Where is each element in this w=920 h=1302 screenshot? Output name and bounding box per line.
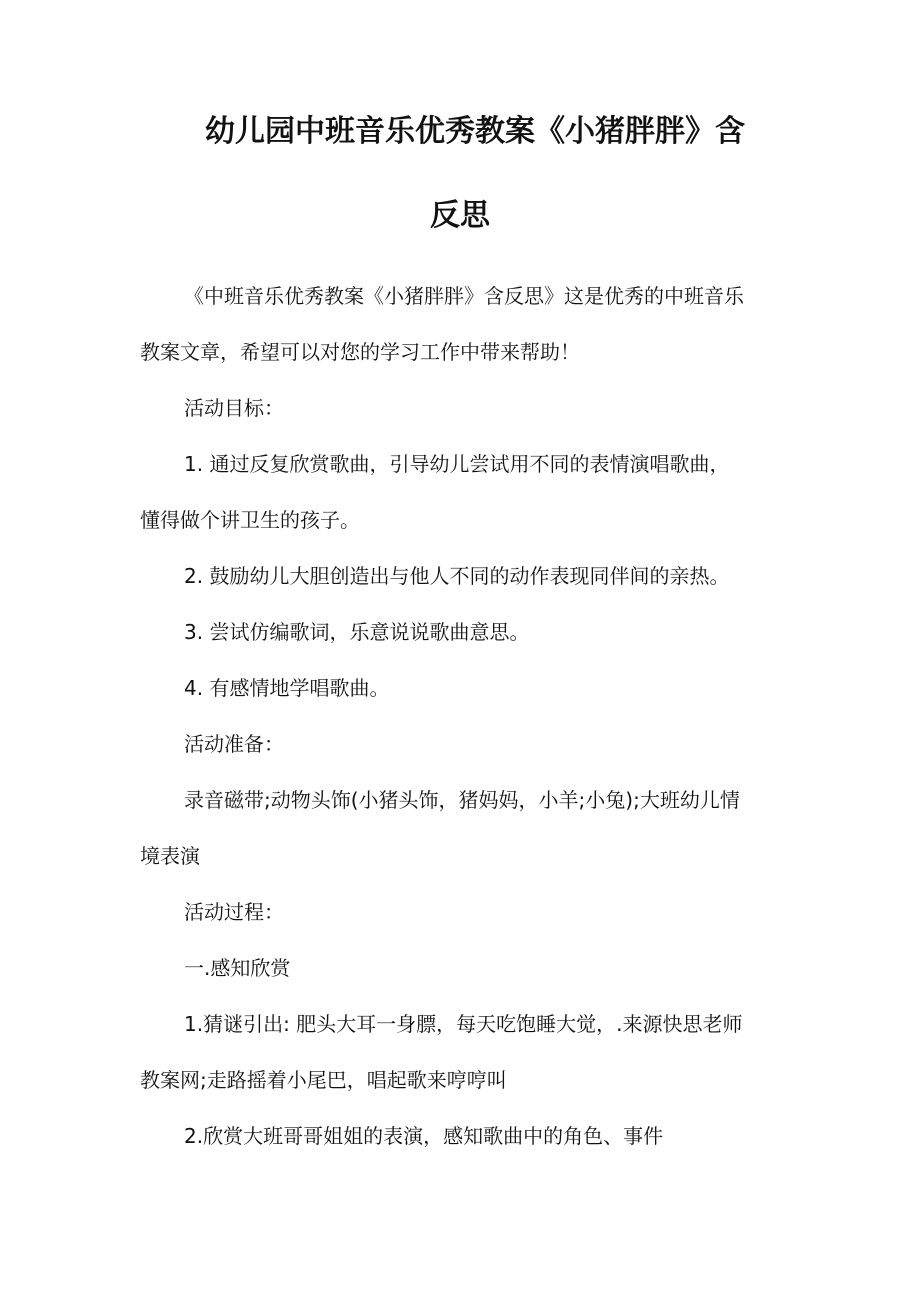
section-heading-process: 活动过程：: [184, 900, 284, 924]
goal-item-1-line-2: 懂得做个讲卫生的孩子。: [140, 508, 360, 532]
goal-item-3: 3. 尝试仿编歌词，乐意说说歌曲意思。: [184, 620, 530, 644]
process-item-1-line-1: 1.猜谜引出: 肥头大耳一身膘，每天吃饱睡大觉，.来源快思老师: [184, 1012, 743, 1036]
preparation-line-2: 境表演: [140, 844, 200, 868]
document-title-line-2: 反思: [430, 198, 490, 233]
document-body: [140, 268, 780, 1164]
goal-item-2: 2. 鼓励幼儿大胆创造出与他人不同的动作表现同伴间的亲热。: [184, 564, 730, 588]
section-heading-preparation: 活动准备：: [184, 732, 284, 756]
section-heading-goals: 活动目标：: [184, 396, 284, 420]
goal-item-4: 4. 有感情地学唱歌曲。: [184, 676, 390, 700]
document-title-line-1: 幼儿园中班音乐优秀教案《小猪胖胖》含: [205, 114, 745, 149]
process-item-1-line-2: 教案网;走路摇着小尾巴，唱起歌来哼哼叫: [140, 1068, 507, 1092]
process-step-perception: 一.感知欣赏: [184, 956, 291, 980]
preparation-line-1: 录音磁带;动物头饰(小猪头饰，猪妈妈，小羊;小兔);大班幼儿情: [184, 788, 740, 812]
goal-item-1-line-1: 1. 通过反复欣赏歌曲，引导幼儿尝试用不同的表情演唱歌曲，: [184, 452, 730, 476]
intro-paragraph-line-2: 教案文章，希望可以对您的学习工作中带来帮助！: [140, 340, 580, 364]
intro-paragraph-line-1: 《中班音乐优秀教案《小猪胖胖》含反思》这是优秀的中班音乐: [184, 284, 744, 308]
process-item-2: 2.欣赏大班哥哥姐姐的表演，感知歌曲中的角色、事件: [184, 1124, 664, 1148]
